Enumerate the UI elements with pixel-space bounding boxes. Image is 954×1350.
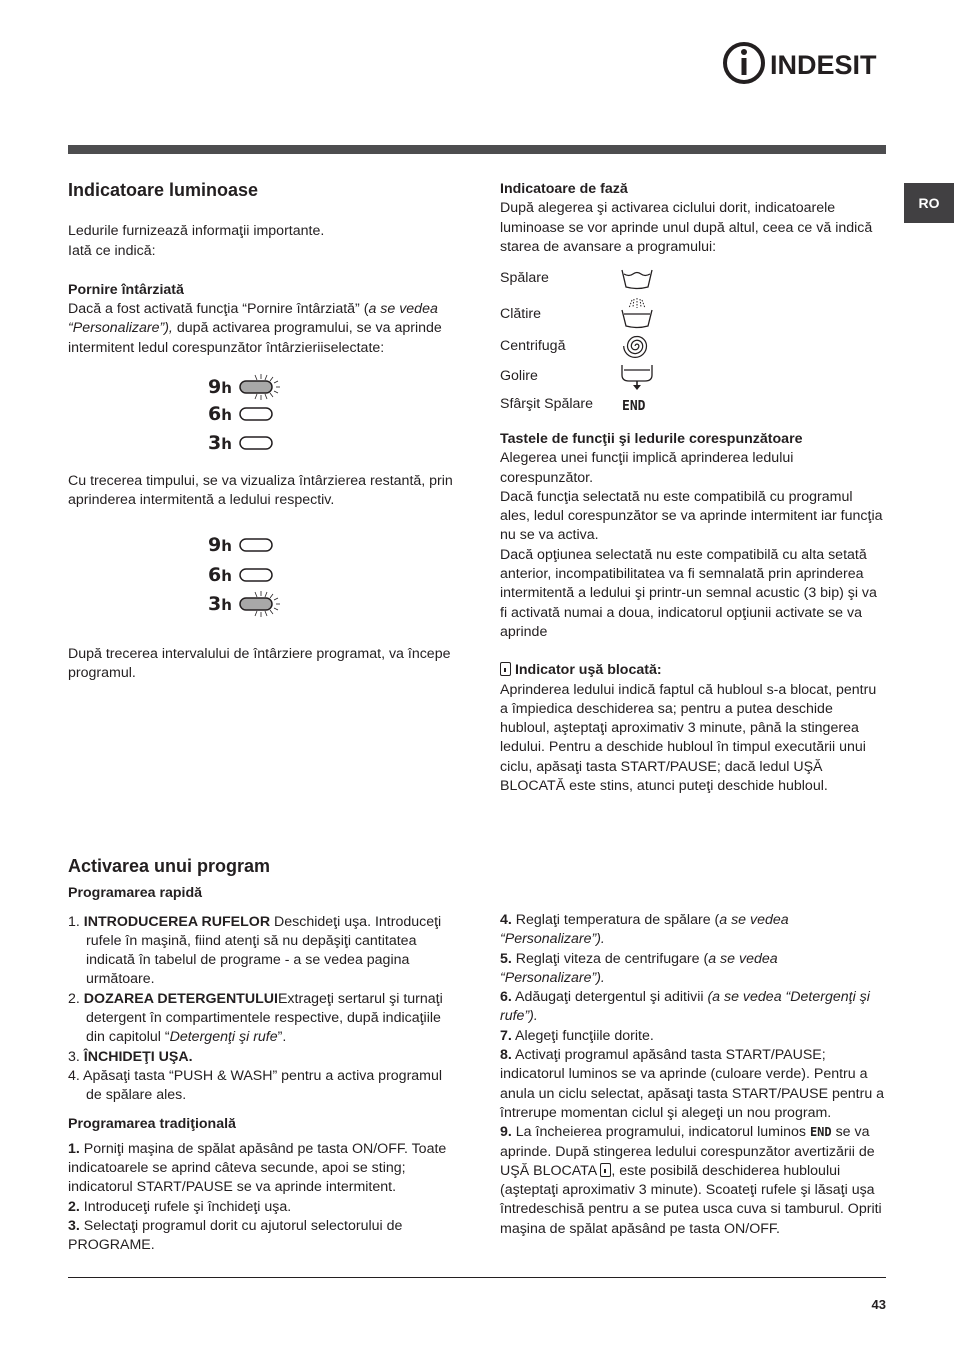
led-off-icon (238, 435, 274, 451)
section-heading-indicators: Indicatoare luminoase (68, 180, 259, 200)
led-6h: 6h (208, 403, 274, 425)
subheading-keys: Tastele de funcţii şi ledurile corespunzătoare (500, 431, 803, 447)
subheading-delay: Pornire întârziată (68, 281, 184, 298)
page-number: 43 (871, 1297, 886, 1312)
led-group-remaining (208, 534, 288, 624)
trad-step-8: 8. Activaţi programul apăsând tasta START/PAUSE; indicatorul luminos se va aprinde (culoare verde). Pentru a anula un ciclu selectat, apăsaţi tasta START/PAUSE pentru a întrerupe momentan ciclul şi alegeţi un nou program. (500, 1047, 885, 1121)
led-off-icon (238, 406, 274, 422)
led-9h: 9h (208, 373, 288, 401)
trad-step-4: 4. Reglaţi temperatura de spălare (a se vedea “Personalizare”). (500, 912, 789, 948)
quick-step-2: 2. DOZAREA DETERGENTULUIExtrageţi sertarul şi turnaţi detergent în compartimentele respective, după indicaţiile din capitolul “Detergenţi şi rufe”. (68, 990, 443, 1046)
trad-step-7: 7. Alegeţi funcţiile dorite. (500, 1027, 654, 1044)
led-9h: 9h (208, 534, 274, 556)
brand-logo (722, 40, 888, 86)
phase-section (500, 180, 886, 257)
trad-step-6: 6. Adăugaţi detergentul şi aditivii (a se vedea “Detergenţi şi rufe”). (500, 989, 870, 1025)
quick-step-1: 1. INTRODUCEREA RUFELOR Deschideţi uşa. Introduceţi rufele în maşină, fiind atenţi să nu depăşiţi cantitatea indicată în tabelul de programe - a se vedea pagina următoare. (68, 913, 442, 988)
subheading-traditional: Programarea tradiţională (68, 1115, 236, 1132)
led-group-start (208, 373, 288, 463)
delay-paragraph-3: După trecerea intervalului de întârziere programat, va începe programul. (68, 646, 451, 682)
delay-paragraph-1: Dacă a fost activată funcţia “Pornire întârziată” (a se vedea “Personalizare”), după activarea programului, se va aprinde intermitent ledul corespunzător întârzieriiselectate: (68, 301, 442, 356)
rinse-shower-icon (620, 297, 654, 329)
intro-line-1: Ledurile furnizează informaţii importante. (68, 223, 325, 240)
quick-step-4: 4. Apăsaţi tasta “PUSH & WASH” pentru a activa programul de spălare ales. (68, 1067, 443, 1104)
trad-step-1: 1. Porniţi maşina de spălat apăsând pe tasta ON/OFF. Toate indicatoarele se aprind câteva secunde, apoi se sting; indicatorul START/PAUSE se va aprinde intermitent. (68, 1140, 447, 1196)
door-lock-icon (600, 1163, 611, 1177)
end-indicator-icon: END (622, 399, 646, 414)
intro-line-2: Iată ce indică: (68, 242, 156, 259)
keys-paragraph: Alegerea unei funcţii implică aprinderea ledului corespunzător. Dacă funcţia selectată nu este compatibilă cu programul ales, ledul corespunzător se va aprinde intermitent iar funcţia nu se va activa. Dacă opţiunea selectată nu este compatibilă cu alta setată anterior, incompatibilitatea va fi semnalată prin aprinderea intermitentă a ledului şi printr-un semnal acustic (3 bip) şi va fi activată numai a doua, indicatorul opţiunii activate se va aprinde (500, 450, 883, 640)
phase-end-label: Sfârşit Spălare (500, 396, 594, 412)
led-off-icon (238, 567, 274, 583)
program-right (500, 911, 886, 1239)
door-lock-icon (500, 662, 511, 676)
led-blinking-icon (238, 373, 288, 401)
spin-spiral-icon (620, 332, 654, 360)
trad-step-9: 9. La încheierea programului, indicatorul luminos END se va aprinde. După stingerea ledului corespunzător avertizării de UŞĂ BLOCATA , este posibilă deschiderea hubloului (aşteptaţi aproximativ 3 minute). Scoateţi rufele şi lăsaţi uşa întredeschisă pentru a se putea usca cuva si tamburul. Opriti maşina de spălat apăsând pe tasta ON/OFF. (500, 1124, 882, 1237)
footer-rule (68, 1277, 886, 1278)
led-blinking-icon (238, 590, 288, 618)
phase-paragraph: După alegerea şi activarea ciclului dorit, indicatoarele luminoase se vor aprinde unul după altul, ceea ce vă indică starea de avansare a programului: (500, 200, 873, 255)
language-tab: RO (904, 183, 954, 223)
phase-drain-label: Golire (500, 368, 538, 384)
delay-paragraph-2: Cu trecerea timpului, se va vizualiza întârzierea restantă, prin aprinderea intermitentă a ledului respectiv. (68, 473, 453, 509)
section-heading-program: Activarea unui program (68, 856, 271, 876)
end-indicator-icon: END (809, 1125, 832, 1140)
led-off-icon (238, 537, 274, 553)
wash-tub-icon (620, 266, 654, 290)
subheading-phase: Indicatoare de fază (500, 181, 628, 197)
quick-steps-list (68, 913, 460, 1106)
led-6h: 6h (208, 564, 274, 586)
left-column (68, 181, 460, 358)
drain-arrow-icon (620, 363, 654, 391)
trad-step-2: 2. Introduceţi rufele şi închideţi uşa. (68, 1198, 292, 1215)
header-rule (68, 145, 886, 154)
led-3h: 3h (208, 432, 274, 454)
subheading-door-lock: Indicator uşă blocată: (500, 661, 886, 680)
trad-step-5: 5. Reglaţi viteza de centrifugare (a se vedea “Personalizare”). (500, 950, 778, 986)
program-left (68, 857, 460, 1256)
phase-wash-label: Spălare (500, 270, 549, 286)
phase-rinse-label: Clătire (500, 306, 541, 322)
keys-section (500, 430, 886, 796)
subheading-quick: Programarea rapidă (68, 885, 203, 902)
quick-step-3: 3. ÎNCHIDEŢI UŞA. (68, 1048, 193, 1065)
svg-text:INDESIT: INDESIT (770, 50, 877, 80)
led-3h: 3h (208, 590, 288, 618)
trad-step-3: 3. Selectaţi programul dorit cu ajutorul selectorului de PROGRAME. (68, 1218, 403, 1254)
door-lock-paragraph: Aprinderea ledului indică faptul că hubloul s-a blocat, pentru a împiedica deschiderea sa; pentru a putea deschide hubloul, aşteptaţi aproximativ 3 minute, până la stingerea ledului. Pentru a deschide hubloul în timpul executării unui ciclu, apăsaţi tasta START/PAUSE; dacă ledul UŞĂ BLOCATĂ este stins, atunci puteţi deschide hubloul. (500, 681, 877, 795)
phase-spin-label: Centrifugă (500, 338, 566, 354)
